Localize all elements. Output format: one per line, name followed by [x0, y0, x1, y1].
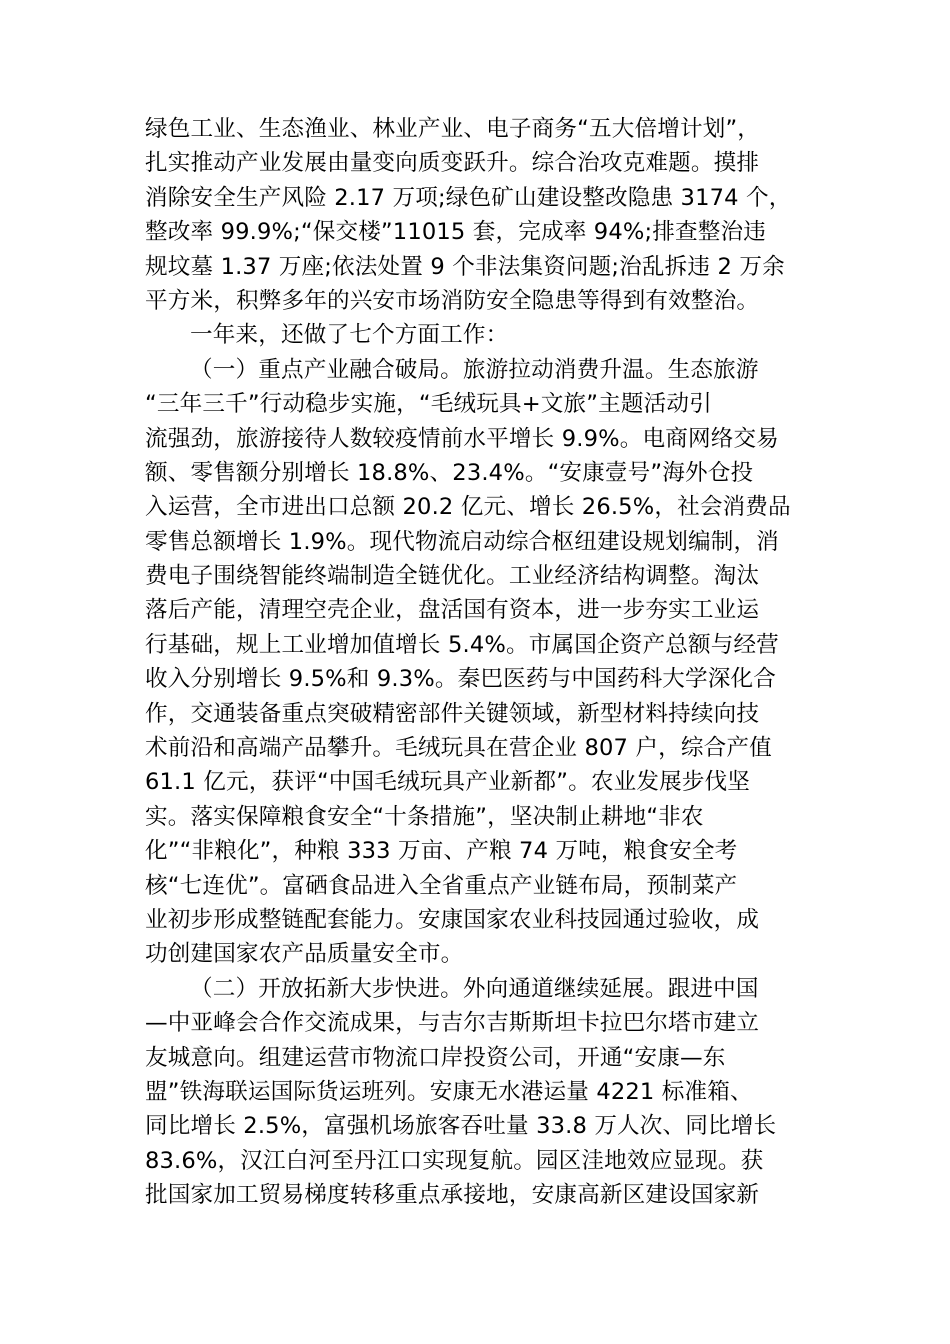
text-line: 扎实推动产业发展由量变向质变跃升。综合治攻克难题。摸排 [145, 150, 760, 177]
text-line: 绿色工业、生态渔业、林业产业、电子商务“五大倍增计划”， [145, 116, 761, 142]
text-line: 同比增长 2.5%，富强机场旅客吞吐量 33.8 万人次、同比增长 [145, 1113, 777, 1140]
body-text [145, 112, 807, 1213]
text-line: 收入分别增长 9.5%和 9.3%。秦巴医药与中国药科大学深化合 [145, 666, 777, 693]
section-heading-line: （一）重点产业融合破局。旅游拉动消费升温。生态旅游 [190, 356, 759, 383]
text-line: 核“七连优”。富硒食品进入全省重点产业链布局，预制菜产 [145, 872, 738, 899]
text-line: 流强劲，旅游接待人数较疫情前水平增长 9.9%。电商网络交易 [145, 425, 779, 452]
text-line: 功创建国家农产品质量安全市。 [145, 941, 464, 968]
text-line: 消除安全生产风险 2.17 万项;绿色矿山建设整改隐患 3174 个， [145, 184, 792, 211]
text-line: 实。落实保障粮食安全“十条措施”，坚决制止耕地“非农 [145, 803, 704, 830]
text-line: 化”“非粮化”，种粮 333 万亩、产粮 74 万吨，粮食安全考 [145, 838, 738, 865]
text-line: 规坟墓 1.37 万座;依法处置 9 个非法集资问题;治乱拆违 2 万余 [145, 253, 785, 280]
text-line: 行基础，规上工业增加值增长 5.4%。市属国企资产总额与经营 [145, 631, 779, 658]
text-line: 整改率 99.9%;“保交楼”11015 套，完成率 94%;排查整治违 [145, 219, 766, 246]
text-line: 术前沿和高端产品攀升。毛绒玩具在营企业 807 户，综合产值 [145, 735, 772, 762]
paragraph-start-line: 一年来，还做了七个方面工作： [190, 322, 509, 349]
text-line: 61.1 亿元，获评“中国毛绒玩具产业新都”。农业发展步伐坚 [145, 769, 751, 796]
text-line: 83.6%，汉江白河至丹江口实现复航。园区洼地效应显现。获 [145, 1147, 764, 1174]
text-line: 盟”铁海联运国际货运班列。安康无水港运量 4221 标准箱、 [145, 1078, 753, 1105]
text-line: “三年三千”行动稳步实施，“毛绒玩具+文旅”主题活动引 [145, 391, 712, 418]
text-line: 友城意向。组建运营市物流口岸投资公司，开通“安康—东 [145, 1044, 726, 1071]
text-line: 费电子围绕智能终端制造全链优化。工业经济结构调整。淘汰 [145, 563, 760, 590]
text-line: 批国家加工贸易梯度转移重点承接地，安康高新区建设国家新 [145, 1182, 760, 1209]
text-line: 平方米，积弊多年的兴安市场消防安全隐患等得到有效整治。 [145, 287, 760, 314]
text-line: 业初步形成整链配套能力。安康国家农业科技园通过验收，成 [145, 906, 760, 933]
text-line: 入运营，全市进出口总额 20.2 亿元、增长 26.5%，社会消费品 [145, 494, 791, 521]
section-heading-line: （二）开放拓新大步快进。外向通道继续延展。跟进中国 [190, 975, 759, 1002]
text-line: 作，交通装备重点突破精密部件关键领域，新型材料持续向技 [145, 700, 760, 727]
text-line: 零售总额增长 1.9%。现代物流启动综合枢纽建设规划编制，消 [145, 528, 779, 555]
text-line: 落后产能，清理空壳企业，盘活国有资本，进一步夯实工业运 [145, 597, 760, 624]
text-line: —中亚峰会合作交流成果，与吉尔吉斯斯坦卡拉巴尔塔市建立 [145, 1010, 760, 1037]
text-line: 额、零售额分别增长 18.8%、23.4%。“安康壹号”海外仓投 [145, 459, 754, 486]
